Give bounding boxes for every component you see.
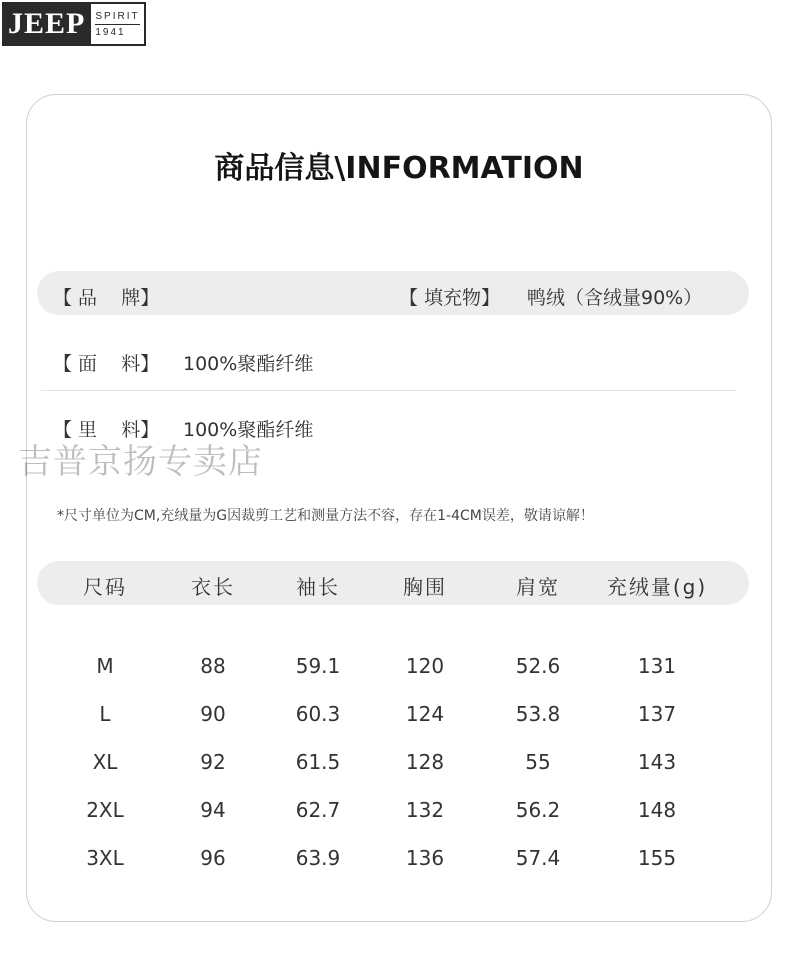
- store-watermark: 吉普京扬专卖店: [18, 442, 263, 482]
- size-table-cell: 2XL: [86, 798, 124, 822]
- size-table-header-cell: 肩宽: [516, 575, 560, 599]
- size-table-cell: 52.6: [515, 654, 561, 678]
- size-table-cell: 56.2: [515, 798, 561, 822]
- logo-wordmark: JEEP: [2, 2, 91, 46]
- fabric-value: 100%聚酯纤维: [183, 353, 314, 375]
- size-table-cell: 143: [637, 750, 677, 774]
- size-table-cell: 57.4: [515, 846, 561, 870]
- size-table-cell: 120: [405, 654, 445, 678]
- size-table-cell: 90: [200, 702, 226, 726]
- filling-label: 【 填充物】: [399, 287, 501, 309]
- logo-tagline-spirit: SPIRIT: [95, 9, 139, 25]
- logo-tagline-year: 1941: [95, 26, 126, 38]
- page-title: 商品信息\INFORMATION: [214, 151, 584, 186]
- size-table-cell: 61.5: [295, 750, 341, 774]
- lining-value: 100%聚酯纤维: [183, 419, 314, 441]
- size-table-cell: 62.7: [295, 798, 341, 822]
- size-table-header-cell: 尺码: [83, 575, 127, 599]
- size-table-cell: XL: [92, 750, 118, 774]
- size-table-header-cell: 充绒量(g): [606, 575, 708, 599]
- size-table-cell: 60.3: [295, 702, 341, 726]
- brand-label: 【 品 牌】: [53, 287, 160, 309]
- size-table-cell: 53.8: [515, 702, 561, 726]
- size-table-cell: 124: [405, 702, 445, 726]
- size-table-cell: 63.9: [295, 846, 341, 870]
- size-table-cell: 128: [405, 750, 445, 774]
- size-table-cell: 148: [637, 798, 677, 822]
- size-table-cell: 131: [637, 654, 677, 678]
- size-table-cell: 59.1: [295, 654, 341, 678]
- product-info-card: [26, 94, 772, 922]
- size-table-cell: 132: [405, 798, 445, 822]
- size-table-cell: 94: [200, 798, 226, 822]
- filling-value: 鸭绒（含绒量90%）: [527, 287, 703, 309]
- size-table-cell: 92: [200, 750, 226, 774]
- size-table-cell: L: [99, 702, 111, 726]
- size-table-header-cell: 胸围: [403, 575, 447, 599]
- size-table-cell: 55: [525, 750, 551, 774]
- info-divider: [41, 390, 737, 391]
- size-table-cell: 137: [637, 702, 677, 726]
- size-table-cell: M: [96, 654, 114, 678]
- logo-tagline: [91, 2, 145, 46]
- measurement-note: *尺寸单位为CM,充绒量为G因裁剪工艺和测量方法不容，存在1-4CM误差，敬请谅解！: [57, 508, 594, 524]
- size-table-header-cell: 袖长: [296, 575, 340, 599]
- lining-label: 【 里 料】: [53, 419, 160, 441]
- fabric-label: 【 面 料】: [53, 353, 160, 375]
- brand-logo: [2, 2, 146, 46]
- size-table-cell: 3XL: [86, 846, 124, 870]
- size-table-cell: 136: [405, 846, 445, 870]
- size-table-cell: 155: [637, 846, 677, 870]
- size-table-header-cell: 衣长: [191, 575, 235, 599]
- size-table-cell: 88: [200, 654, 226, 678]
- size-table-cell: 96: [200, 846, 226, 870]
